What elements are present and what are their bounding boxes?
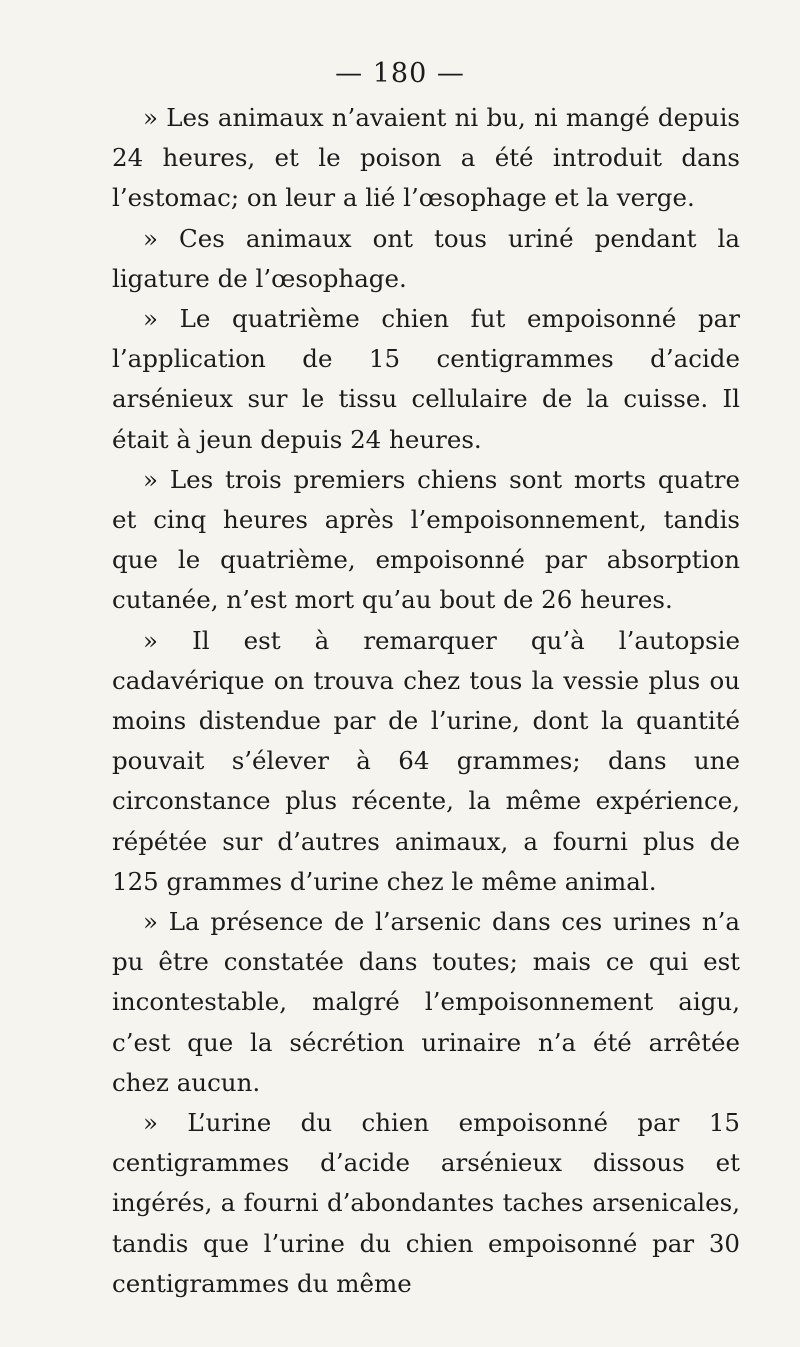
- paragraph: » La présence de l’arsenic dans ces urines n’a pu être constatée dans toutes; mais ce qui est incontestable, malgré l’empoisonnement aigu, c’est que la sécrétion urinaire n’a été arrêtée chez aucun.: [112, 907, 740, 1097]
- paragraph: » Les animaux n’avaient ni bu, ni mangé depuis 24 heures, et le poison a été introduit dans l’estomac; on leur a lié l’œsophage et la verge.: [112, 103, 740, 213]
- paragraph: » Il est à remarquer qu’à l’autopsie cadavérique on trouva chez tous la vessie plus ou moins distendue par de l’urine, dont la quantité pouvait s’élever à 64 grammes; dans une circonstance plus récente, la même expérience, répétée sur d’autres animaux, a fourni plus de 125 grammes d’urine chez le même animal.: [112, 625, 740, 896]
- paragraph: » Ces animaux ont tous uriné pendant la ligature de l’œsophage.: [112, 223, 740, 293]
- page-number-header: — 180 —: [335, 58, 465, 89]
- paragraph: » L’urine du chien empoisonné par 15 centigrammes d’acide arsénieux dissous et ingérés, a fourni d’abondantes taches arsenicales, tandis que l’urine du chien empoisonné par 30 centigrammes du même: [112, 1108, 740, 1298]
- body-text: [112, 98, 740, 1304]
- paragraph: » Le quatrième chien fut empoisonné par l’application de 15 centigrammes d’acide arsénieux sur le tissu cellulaire de la cuisse. Il était à jeun depuis 24 heures.: [112, 304, 740, 454]
- paragraph: » Les trois premiers chiens sont morts quatre et cinq heures après l’empoisonnement, tandis que le quatrième, empoisonné par absorption cutanée, n’est mort qu’au bout de 26 heures.: [112, 464, 740, 615]
